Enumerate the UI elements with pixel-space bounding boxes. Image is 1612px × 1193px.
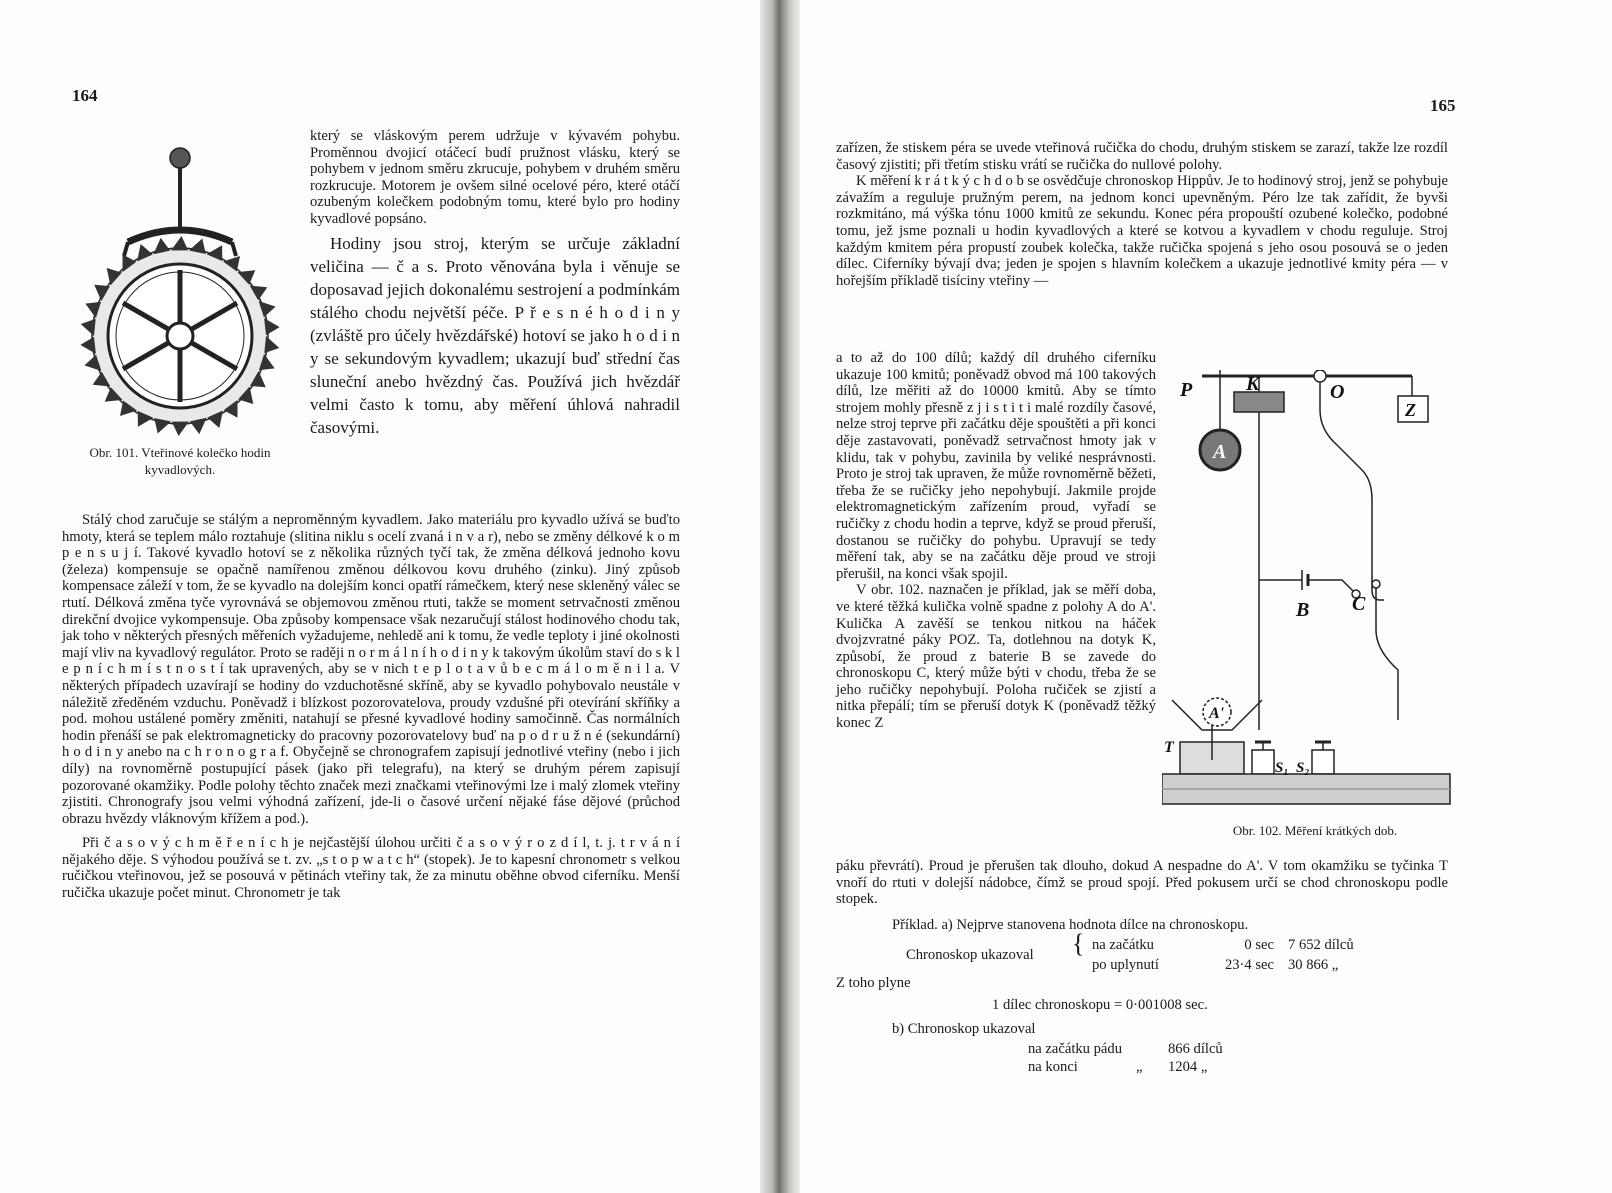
row1-label: na začátku [1092, 937, 1154, 953]
label-P: P [1180, 379, 1193, 401]
result-line: 1 dílec chronoskopu = 0·001008 sec. [992, 997, 1208, 1013]
short-interval-circuit-figure [1162, 370, 1452, 820]
top-text-block [836, 140, 1448, 289]
row1-value: 7 652 dílců [1288, 937, 1354, 953]
row2-value: 30 866 „ [1288, 957, 1339, 973]
chronoskop-label: Chronoskop ukazoval [906, 947, 1034, 963]
paragraph: Stálý chod zaručuje se stálým a neproměnným kyvadlem. Jako materiálu pro kyvadlo užívá se buďto hmoty, která se teplem málo roztahuje (slitina niklu s ocelí zvaná i n v a r), nebo se změny délkové k o m p e n s u j í. Takové kyvadlo hotoví se z několika různých tyčí tak, že změna délková jednoho kovu (železa) kompensuje se opačně namířenou změnou délkovou kovu druhého (zinku). Jiný způsob kompensace záleží v tom, že se kyvadlo na dolejším konci opatří rámečkem, který nese skleněný válec se rtutí. Délková změna tyče vyrovnává se objemovou změnou rtuti, takže se moment setrvačnosti změnou direkční dvojice vykompensuje. Oba způsoby kompensace však nezaručují stálost hodinového chodu tak, jak toho v některých přesných měřeních vyžadujeme, nehledě ani k tomu, že vedle teploty i jiné okolnosti mají vliv na kyvadlový regulátor. Proto se raději n o r m á l n í h o d i n y k takovým úkolům staví do s k l e p n í c h m í s t n o s t í tak upravených, aby se v nich t e p l o t a v ů b e c m á l o m ě n i l a. V některých případech uzavírají se hodiny do vzduchotěsné skříně, aby se kyvadlo pohybovalo neustále v náležitě zředěném vzduchu. Poněvadž i blízkost pozorovatelova, proudy vzdušné při otevírání skříňky a pod. mohou ustálené poměry změniti, natahují se přesné kyvadlové hodiny samočinně. Čas normálních hodin přenáší se pak elektromagneticky do pracovny pozorovatelovy buď na p o d r u ž n é (sekundární) h o d i n y anebo na c h r o n o g r a f. Obyčejně se chronografem zapisují jednotlivé vteřiny (nebo i jich díly) na rovnoměrně postupující pásek (jako při telegrafu), na který se druhým pérem zapisují pozorované okamžiky. Podle polohy těchto značek mezi značkami vteřinovými lze i malý zlomek vteřiny zjistiti. Chronografy jsou velmi výhodná zařízení, jde-li o časové určení nějaké fáse dějové (průchod obrazu hvězdy vláknovým křížem a pod.). [62, 512, 680, 827]
row2-time: 23·4 sec [1224, 957, 1274, 973]
label-S2: S₂ [1296, 760, 1310, 776]
label-B: B [1296, 599, 1310, 621]
b-row2-value: 1204 „ [1168, 1059, 1208, 1075]
example-heading: Příklad. a) Nejprve stanovena hodnota dílce na chronoskopu. [892, 917, 1249, 933]
side-text-block [310, 128, 680, 439]
wheel-tooth [264, 336, 279, 353]
row1-time: 0 sec [1244, 937, 1274, 953]
paragraph: páku převrátí). Proud je přerušen tak dlouho, dokud A nespadne do A'. V tom okamžiku se tyčinka T vnoří do rtuti v dolejší nádobce, čímž se proud spojí. Před pokusem určí se chod chronoskopu podle stopek. [836, 858, 1448, 908]
b-row1-value: 866 dílců [1168, 1041, 1223, 1057]
left-page [0, 0, 760, 1193]
b-row2-label: na konci [1028, 1059, 1078, 1075]
page-number: 165 [1430, 96, 1456, 115]
paragraph: Při č a s o v ý c h m ě ř e n í c h je nejčastější úlohou určiti č a s o v ý r o z d í l, t. j. t r v á n í nějakého děje. S výhodou používá se t. zv. „s t o p w a t c h“ (stopek). Je to kapesní chronometr s velkou ručičkou vteřinovou, jež se posouvá v pětinách vteřiny tak, že za minutu oběhne obvod ciferníku. Menší ručička ukazuje počet minut. Chronometr je tak [62, 835, 680, 902]
b-heading: b) Chronoskop ukazoval [892, 1021, 1036, 1037]
wheel-tooth [81, 319, 96, 336]
page-number: 164 [72, 86, 98, 105]
figure-labels [1164, 373, 1416, 776]
brace: { [1072, 929, 1085, 958]
label-K: K [1246, 373, 1260, 395]
book-gutter [760, 0, 800, 1193]
figure-caption: Obr. 102. Měření krátkých dob. [1232, 823, 1398, 838]
main-text-block [62, 512, 680, 902]
figure-caption: Obr. 101. Vteřinové kolečko hodin kyvadlových. [89, 445, 271, 477]
label-A: A [1213, 441, 1227, 463]
side-text-2: Hodiny jsou stroj, kterým se určuje základní veličina — č a s. Proto věnována byla i věnuje se doposavad jejich dokonalému sestrojení a podmínkám stálého chodu největší péče. P ř e s n é h o d i n y (zvláště pro účely hvězdářské) hotoví se jako h o d i n y se sekundovým kyvadlem; ukazují buď střední čas sluneční anebo hvězdný čas. Používá jich hvězdář velmi často k tomu, aby měření úhlová nahradil časovými. [310, 233, 680, 437]
label-C: C [1352, 593, 1366, 615]
paragraph: V obr. 102. naznačen je příklad, jak se měří doba, ve které těžká kulička volně spadne z polohy A do A'. Kulička A zavěší se tenkou nitkou na háček dvojzvratné páky POZ. Ta, dotlehnou na dotyk K, způsobí, že proud z baterie B se zavede do chronoskopu C, který může býti v chodu, třeba že se jeho ručičky nepohybují. Poloha ručiček se zjistí a nitka přepálí; tím se přeruší dotyk K (poněvadž těžký konec Z [836, 582, 1156, 732]
right-page [800, 0, 1612, 1193]
paragraph: zařízen, že stiskem péra se uvede vteřinová ručička do chodu, druhým stiskem se zarazí, takže lze rozdíl časový zjistiti; při třetím stisku vrátí se ručička do nullové polohy. [836, 140, 1448, 173]
wheel-tooth [80, 337, 96, 354]
z-toho: Z toho plyne [836, 975, 911, 991]
b-row2-ditto: „ [1136, 1059, 1143, 1075]
label-T: T [1164, 739, 1174, 756]
label-Z: Z [1405, 400, 1416, 420]
side-text: který se vláskovým perem udržuje v kývavém pohybu. Proměnnou dvojicí otáčecí budí pružnost vlásku, který se pohybem v jednom směru zkrucuje, pohybem v druhém směru rozkrucuje. Motorem je ovšem silné ocelové péro, které otáčí ozubeným kolečkem podobným tomu, které bylo pro hodiny kyvadlové popsáno. [310, 128, 680, 227]
wheel-tooth [172, 422, 189, 437]
paragraph: a to až do 100 dílů; každý díl druhého ciferníku ukazuje 100 kmitů; poněvadž obvod má 100 takových dílů, lze měřiti až do 10000 kmitů. Aby se tímto strojem mohly přesně z j i s t i t i malé rozdíly časové, nelze stroj teprve při začátku děje spouštěti a při konci děje zastavovati, poněvadž setrvačnost hmoty jak v klidu, tak v pohybu, zavinila by veliké nesprávnosti. Proto je stroj tak upraven, že může rovnoměrně běžeti, třeba že se ručičky jeho nepohybují. Jakmile projde elektromagnetickým zařízením proud, vyřadí se ručičky z chodu hodin a teprve, když se proud přeruší, dostanou se ručičky do pohybu. Upravují se tedy měření tak, aby se na začátku děje proud ve stroji přerušil, na konci však spojil. [836, 350, 1156, 582]
seconds-wheel-figure [80, 140, 300, 440]
wheel-tooth [171, 236, 188, 251]
paragraph: K měření k r á t k ý c h d o b se osvědčuje chronoskop Hippův. Je to hodinový stroj, jenž se pohybuje závažím a reguluje pružným perem, na jednom konci upevněným. Péro lze tak zařídit, že byvši rozkmitáno, má výška tónu 1000 kmitů ze sekundu. Konec péra propouští ozubené kolečko, podobné tomu, jež jsme poznali u hodin kyvadlových a které se kotvou a kyvadlem v chodu reguluje. Stroj každým kmitem péra propustí zoubek kolečka, takže ručička spojená s jeho osou posouvá se o jeden dílec. Ciferníky bývají dva; jeden je spojen s hlavním kolečkem a ukazuje jednotlivé kmity péra — v hořejším příkladě tisíciny vteřiny — [836, 173, 1449, 289]
b-row1-label: na začátku pádu [1028, 1041, 1122, 1057]
label-S1: S₁ [1275, 760, 1289, 776]
label-O: O [1330, 381, 1345, 403]
bottom-text-block [836, 858, 1448, 908]
wheel-tooth [264, 318, 280, 335]
side-text-block [836, 350, 1156, 732]
worked-example [836, 912, 1448, 1082]
label-A-prime: A' [1209, 705, 1225, 722]
row2-label: po uplynutí [1092, 957, 1159, 973]
